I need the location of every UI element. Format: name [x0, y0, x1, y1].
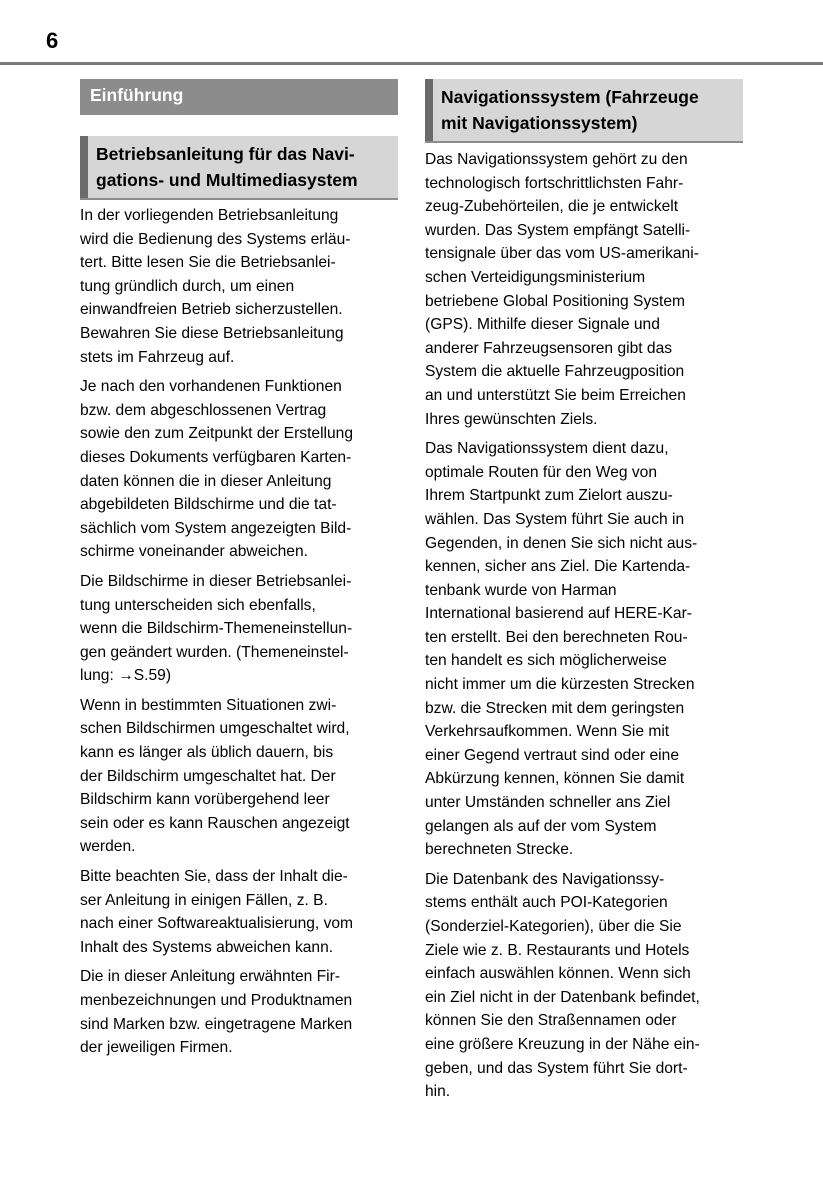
paragraph: Je nach den vorhandenen Funktionen bzw. dem abgeschlossenen Vertrag sowie den zum Zeitpunkt der Erstellung dieses Dokuments verfügbaren Karten- daten können die in dieser Anleitung abgebildeten Bildschirme und die tat- sächlich vom System angezeigten Bild- schirme voneinander abweichen. — [80, 378, 354, 561]
paragraph: Die in dieser Anleitung erwähnten Fir- menbezeichnungen und Produktnamen sind Marken bzw. eingetragene Marken der jeweiligen Firmen. — [80, 968, 353, 1057]
section-title-bar — [80, 79, 398, 115]
left-column-text — [80, 204, 395, 1066]
paragraph: Die Bildschirme in dieser Betriebsanlei- tung unterscheiden sich ebenfalls, wenn die Bildschirm-Themeneinstellun- gen geändert wurden. (Themeneinstel- lung: →S.59) — [80, 572, 353, 685]
heading-underline — [80, 198, 398, 200]
paragraph: Bitte beachten Sie, dass der Inhalt die- ser Anleitung in einigen Fällen, z. B. nach einer Softwareaktualisierung, vom Inhalt des Systems abweichen kann. — [80, 868, 354, 956]
heading-operating-manual — [80, 136, 398, 198]
heading-navigation-system-text: Navigationssystem (Fahrzeuge mit Navigationssystem) — [441, 87, 699, 133]
page-number: 6 — [46, 28, 59, 53]
header-rule — [0, 62, 823, 65]
paragraph: In der vorliegenden Betriebsanleitung wird die Bedienung des Systems erläu- tert. Bitte lesen Sie die Betriebsanlei- tung gründlich durch, um einen einwandfreien Betrieb sicherzustellen. Bewahren Sie diese Betriebsanleitung stets im Fahrzeug auf. — [80, 207, 351, 366]
heading-underline — [425, 141, 743, 143]
section-title: Einführung — [90, 85, 184, 105]
heading-navigation-system — [425, 79, 743, 141]
heading-operating-manual-text: Betriebsanleitung für das Navi- gations- und Multimediasystem — [96, 144, 358, 190]
paragraph: Wenn in bestimmten Situationen zwi- schen Bildschirmen umgeschaltet wird, kann es länger als üblich dauern, bis der Bildschirm umgeschaltet hat. Der Bildschirm kann vorübergehend leer sein oder es kann Rauschen angezeigt werden. — [80, 696, 350, 856]
paragraph: Das Navigationssystem dient dazu, optimale Routen für den Weg von Ihrem Startpunkt zum Zielort auszu- wählen. Das System führt Sie auch in Gegenden, in denen Sie sich nicht aus- kennen, sicher ans Ziel. Die Kartenda- tenbank wurde von Harman International basierend auf HERE-Kar- ten erstellt. Bei den berechneten Rou- ten handelt es sich möglicherweise nicht immer um die kürzesten Strecken bzw. die Strecken mit dem geringsten Verkehrsaufkommen. Wenn Sie mit einer Gegend vertraut sind oder eine Abkürzung kennen, können Sie damit unter Umständen schneller ans Ziel gelangen als auf der vom System berechneten Strecke. — [425, 440, 698, 859]
paragraph: Die Datenbank des Navigationssy- stems enthält auch POI-Kategorien (Sonderziel-Kategorien), über die Sie Ziele wie z. B. Restaurants und Hotels einfach auswählen können. Wenn sich ein Ziel nicht in der Datenbank befindet, können Sie den Straßennamen oder eine größere Kreuzung in der Nähe ein- geben, und das System führt Sie dort- hin. — [425, 870, 700, 1101]
paragraph: Das Navigationssystem gehört zu den technologisch fortschrittlichsten Fahr- zeug-Zubehörteilen, die je entwickelt wurden. Das System empfängt Satelli- tensignale über das vom US-amerikani- schen Verteidigungsministerium betriebene Global Positioning System (GPS). Mithilfe dieser Signale und anderer Fahrzeugsensoren gibt das System die aktuelle Fahrzeugposition an und unterstützt Sie beim Erreichen Ihres gewünschten Ziels. — [425, 151, 699, 428]
right-column-text — [425, 148, 740, 1110]
